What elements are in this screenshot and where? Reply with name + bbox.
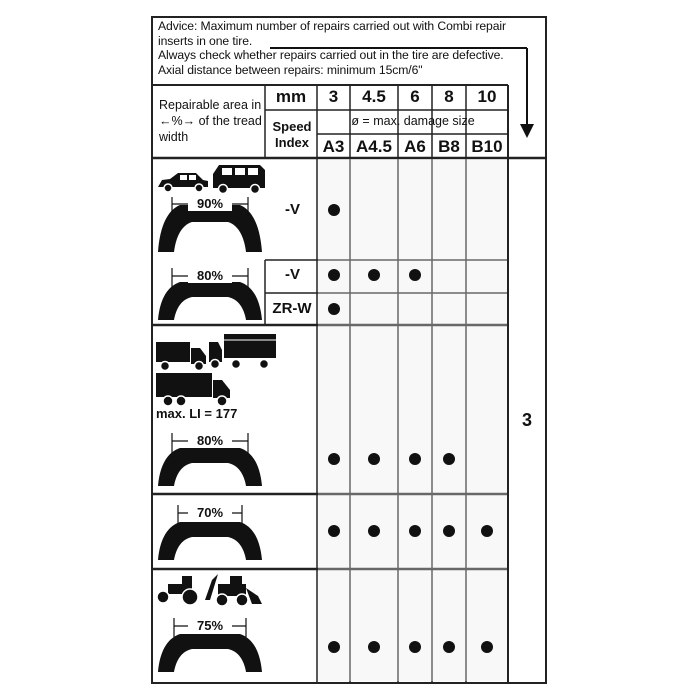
- percent-label-row-2: 80%: [188, 268, 232, 283]
- advice-line: inserts in one tire.: [158, 33, 253, 48]
- speed-index-row-2: -V: [285, 266, 300, 283]
- percent-label-row-4: 80%: [188, 433, 232, 448]
- repair-allowed-dot: [443, 525, 455, 537]
- code-a4-5: A4.5: [356, 137, 392, 156]
- repair-allowed-dot: [328, 641, 340, 653]
- code-a3: A3: [322, 137, 345, 156]
- repair-allowed-dot: [328, 525, 340, 537]
- size-6: 6: [410, 87, 420, 106]
- repair-allowed-dot: [409, 453, 421, 465]
- percent-label-row-1: 90%: [188, 196, 232, 211]
- repair-allowed-dot: [368, 525, 380, 537]
- repair-allowed-dot: [481, 525, 493, 537]
- repair-allowed-dot: [368, 453, 380, 465]
- repair-allowed-dot: [328, 204, 340, 216]
- repairable-line: Repairable area in: [159, 98, 262, 112]
- repair-allowed-dot: [368, 641, 380, 653]
- speed-line: Speed: [272, 119, 312, 134]
- speed-index-row-3: ZR-W: [272, 300, 312, 317]
- index-line: Index: [275, 135, 309, 150]
- size-3: 3: [328, 87, 339, 106]
- repairable-line: width: [159, 130, 189, 144]
- repair-allowed-dot: [368, 269, 380, 281]
- advice-line: Advice: Maximum number of repairs carried out with Combi repair: [158, 19, 506, 33]
- repair-allowed-dot: [443, 453, 455, 465]
- repairable-line: ←%→ of the tread: [159, 114, 262, 128]
- repair-allowed-dot: [409, 269, 421, 281]
- size-4-5: 4.5: [362, 87, 386, 106]
- repair-allowed-dot: [328, 453, 340, 465]
- percent-label-row-5: 70%: [188, 505, 232, 520]
- size-10: 10: [477, 87, 497, 106]
- speed-index-row-1: -V: [285, 201, 300, 218]
- repair-allowed-dot: [328, 269, 340, 281]
- mm-label: mm: [275, 87, 307, 106]
- advice-line: Axial distance between repairs: minimum 15cm/6": [158, 62, 423, 77]
- advice-line: Always check whether repairs carried out in the tire are defective.: [158, 48, 504, 62]
- percent-label-row-6: 75%: [188, 618, 232, 633]
- code-b10: B10: [471, 137, 503, 156]
- max-repairs-count: 3: [521, 410, 532, 430]
- repair-allowed-dot: [328, 303, 340, 315]
- repair-allowed-dot: [443, 641, 455, 653]
- size-8: 8: [444, 87, 454, 106]
- code-b8: B8: [438, 137, 460, 156]
- damage-size-label: ø = max. damage size: [351, 114, 475, 128]
- code-a6: A6: [404, 137, 426, 156]
- truck-load-index: max. LI = 177: [156, 406, 238, 421]
- repair-allowed-dot: [409, 525, 421, 537]
- repair-allowed-dot: [409, 641, 421, 653]
- repair-allowed-dot: [481, 641, 493, 653]
